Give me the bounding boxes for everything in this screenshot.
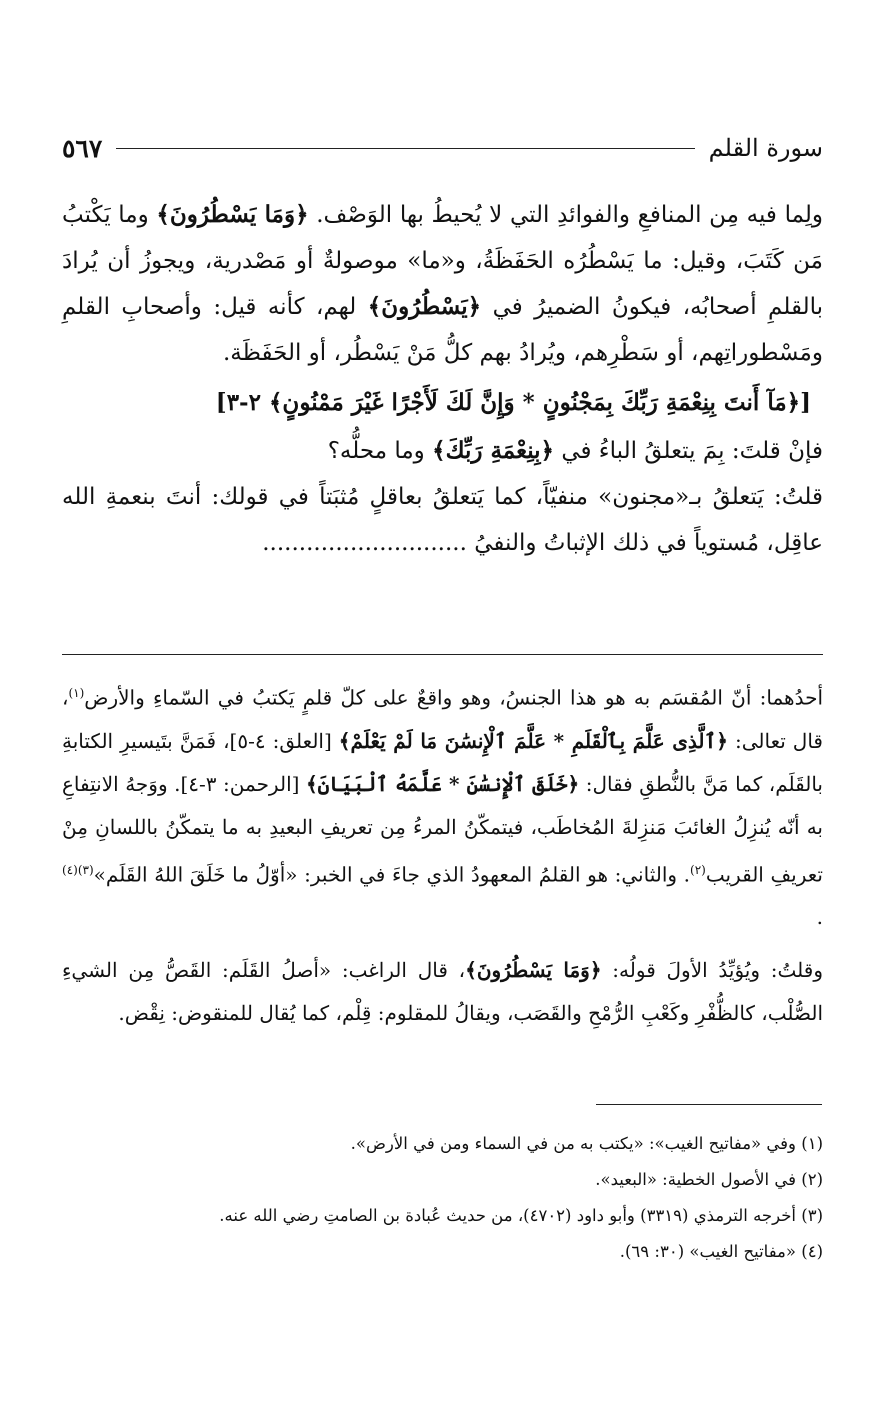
main-paragraph-3: قلتُ: يَتعلقُ بـ«مجنون» منفيّاً، كما يَتعلقُ بعاقلٍ مُثبَتاً في قولك: أنتَ بنعمةِ الله عاقِل، مُستوياً في ذلك الإثباتُ والنفيُ ............................: [62, 484, 823, 556]
footnote-rule: [596, 1104, 822, 1105]
text-run: ولِما فيه مِن المنافعِ والفوائدِ التي لا يُحيطُ بها الوَصْف.: [308, 202, 823, 228]
surah-title: سورة القلم: [708, 134, 823, 162]
text-run: وقلتُ: ويُؤيِّدُ الأولَ قولُه:: [601, 958, 823, 983]
footnote-ref: (٢): [690, 862, 706, 877]
page-number: ٥٦٧: [62, 133, 103, 163]
section-divider: [62, 654, 823, 655]
text-run: وما محلُّه؟: [327, 438, 433, 464]
footnote-ref: (١): [68, 686, 85, 700]
quran-quote: ﴿بِنِعْمَةِ رَبِّكَ﴾: [432, 437, 555, 464]
commentary-paragraph-2: [62, 949, 823, 1035]
main-paragraph-2: [62, 428, 823, 474]
quran-quote: ﴿وَمَا يَسْطُرُونَ﴾: [156, 201, 309, 228]
text-run: . والثاني: هو القلمُ المعهودُ الذي جاءَ في الخبر: «أوّلُ ما خَلَقَ اللهُ القَلَم»: [93, 862, 691, 887]
footnote: (٤) «مفاتيح الغيب» (٣٠: ٦٩).: [619, 1242, 823, 1261]
running-header: [62, 128, 823, 168]
text-run: ، قال الراغب: «أصلُ القَلَم: القَصُّ مِن الشيءِ الصُّلْب، كالظُّفْرِ وكَعْبِ الرُّمْحِ والقَصَب، ويقالُ للمقلوم: قِلْم، كما يُقال للمنقوض: نِقْض.: [62, 958, 823, 1026]
text-run: أحدُهما: أنّ المُقسَم به هو هذا الجنسُ، وهو واقعٌ على كلّ قلمٍ يَكتبُ في السّماءِ والأرض: [84, 685, 823, 710]
text-run: [العلق: ٤-٥]، فَمَنَّ بتَيسيرِ الكتابةِ بالقَلَم، كما مَنَّ بالنُّطقِ فقال:: [62, 728, 824, 796]
footnote-ref: (٤): [62, 862, 78, 877]
quran-quote: ﴿خَلَقَ ٱلْإِنسَٰنَ * عَلَّمَهُ ٱلْبَيَانَ﴾: [305, 771, 580, 796]
text-run: ، قال تعالى:: [62, 685, 823, 753]
commentary-paragraph-1: [62, 672, 823, 939]
text-run: فإنْ قلتَ: بِمَ يتعلقُ الباءُ في: [554, 438, 823, 464]
quran-quote: ﴿وَمَا يَسْطُرُونَ﴾: [465, 958, 602, 983]
footnote-ref: (٣): [77, 862, 94, 877]
commentary: [62, 672, 823, 1045]
verse-heading: [﴿مَآ أَنتَ بِنِعْمَةِ رَبِّكَ بِمَجْنُونٍ * وَإِنَّ لَكَ لَأَجْرًا غَيْرَ مَمْنُونٍ﴾ ٢-٣]: [215, 389, 811, 416]
main-paragraph-1: [62, 192, 823, 376]
quran-quote: ﴿يَسْطُرُونَ﴾: [367, 293, 482, 320]
text-run: لهم، كأنه قيل: وأصحابِ القلمِ ومَسْطوراتِهم، أو سَطْرِهم، ويُرادُ بهم كلُّ مَنْ يَسْطُر، أو الحَفَظَة.: [62, 294, 823, 366]
footnote: (٢) في الأصول الخطية: «البعيد».: [595, 1170, 823, 1189]
footnote: (٣) أخرجه الترمذي (٣٣١٩) وأبو داود (٤٧٠٢)، من حديث عُبادة بن الصامتِ رضي الله عنه.: [219, 1206, 823, 1225]
text-run: وما يَكْتبُ مَن كَتَبَ، وقيل: ما يَسْطُرُه الحَفَظَةُ، و«ما» موصولةٌ أو مَصْدرية، ويجوزُ أن يُرادَ بالقلمِ أصحابُه، فيكونُ الضميرُ في: [62, 202, 823, 320]
footnote: (١) وفي «مفاتيح الغيب»: «يكتب به من في السماء ومن في الأرض».: [350, 1134, 823, 1153]
footnotes: [62, 1126, 823, 1270]
main-text: [62, 192, 823, 566]
text-run: [الرحمن: ٣-٤]. ووَجهُ الانتِفاعِ به أنّه يُنزِلُ الغائبَ مَنزِلةَ المُخاطَب، فيتمكّنُ المرءُ مِن تعريفِ البعيدِ به ما يتمكّنُ باللسانِ مِنْ تعريفِ القريب: [62, 771, 823, 887]
header-rule: [116, 148, 694, 149]
text-run: .: [816, 905, 823, 930]
quran-quote: ﴿ٱلَّذِى عَلَّمَ بِٱلْقَلَمِ * عَلَّمَ ٱلْإِنسَٰنَ مَا لَمْ يَعْلَمْ﴾: [338, 728, 728, 753]
